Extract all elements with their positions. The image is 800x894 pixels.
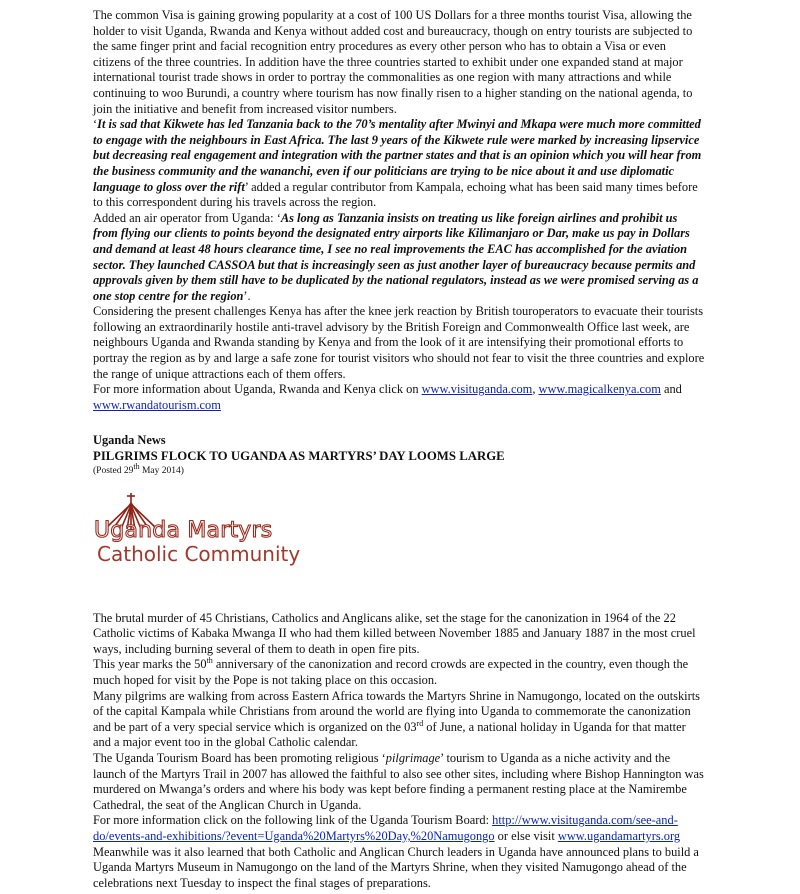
article2-paragraph-tourism-board [93, 751, 705, 813]
document-page [93, 8, 705, 891]
article1-paragraph-kenya: Considering the present challenges Kenya has after the knee jerk reaction by British touroperators to evacuate their tourists following an extraordinarily hostile anti-travel advisory by the British Foreign and Commonwealth Office last week, are neighbours Uganda and Rwanda standing by Kenya and from the look of it are intensifying their promotional efforts to portray the region as by and large a safe zone for tourist visitors who should not fear to visit the three countries and explore the range of unique attractions each of them offers. [93, 304, 705, 381]
air-operator-quote-text: As long as Tanzania insists on treating us like foreign airlines and prohibit us from flying our clients to points beyond the designated entry airports like Kilimanjaro or Dar, make us pay in Dollars and demand at least 48 hours clearance time, I see no real improvements the EAC has accomplished for the aviation sector. They launched CASSOA but that is increasingly seen as just another layer of bureaucracy because permits and approvals given by them still have to be duplicated by the national regulators, instead as we were promised serving as a one stop centre for the region [93, 210, 699, 303]
link-magicalkenya[interactable]: www.magicalkenya.com [538, 382, 661, 397]
link-separator: , [532, 382, 539, 397]
tourism-text-pre: The Uganda Tourism Board has been promoting religious ‘ [93, 750, 386, 765]
article1-paragraph-visa: The common Visa is gaining growing popularity at a cost of 100 US Dollars for a three months tourist Visa, allowing the holder to visit Uganda, Rwanda and Kenya without added cost and bureaucracy, though on entry tourists are subjected to the same finger print and facial recognition entry procedures as every other person who has to obtain a Visa or even citizens of the three countries. In addition have the three countries started to exhibit under one expanded stand at major international tourist trade shows in order to portray the commonalities as one region with many attractions and while continuing to woo Burundi, a country where tourism has now finally risen to a higher standing on the national agenda, to join the initiative and benefit from increased visitor numbers. [93, 8, 693, 116]
pilgrimage-emphasis: pilgrimage [385, 750, 441, 765]
logo-title-line: Uganda Martyrs [94, 517, 273, 543]
uganda-martyrs-logo [93, 491, 705, 579]
link-uganda-martyrs-day-event[interactable]: http://www.visituganda.com/see-and-do/events-and-exhibitions/?event=Uganda%20Martyrs%20Day,%20Namugongo [93, 813, 678, 843]
article2-posted-date [93, 461, 705, 477]
link-ugandamartyrs[interactable]: www.ugandamartyrs.org [557, 828, 681, 843]
pilgrims-text-pre: Many pilgrims are walking from across Eastern Africa towards the Martyrs Shrine in Namugongo, located on the outskirts of the capital Kampala while Christians from around the world are flying into Uganda to commemorate the canonization and be part of a very special service which is organized on the 03 [93, 688, 701, 734]
link-separator-and: and [660, 382, 682, 397]
tourism-text-post: ’ tourism to Uganda as a niche activity and the launch of the Martyrs Trail in 2007 has allowed the faithful to also see other sites, including where Bishop Hannington was murdered on Mwanga’s orders and where his body was kept before finding a permanent resting place at the Namirembe Cathedral, the seat of the Anglican Church in Uganda. [93, 750, 704, 812]
more-info-text: For more information click on the following link of the Uganda Tourism Board: [93, 813, 493, 828]
kampala-quote-text: It is sad that Kikwete has led Tanzania back to the 70’s mentality after Mwinyi and Mkapa were much more committed to engage with the neighbours in East Africa. The last 9 years of the Kikwete rule were marked by increasing lipservice but decreasing real engagement and integration with the partner states and that is an opinion which you will hear from the business community and the wananchi, even if our politicians are trying to be nice about it and use diplomatic language to gloss over the rift [93, 117, 702, 194]
posted-date-prefix: (Posted 29 [93, 465, 134, 476]
article2-paragraph-pilgrims [93, 689, 705, 751]
kampala-quote-attribution: ’ added a regular contributor from Kampala, echoing what has been said many times before to this correspondent during his travels across the region. [93, 179, 698, 210]
anniversary-ordinal: th [206, 656, 213, 666]
posted-date-suffix: th [133, 461, 140, 471]
article1-more-info [93, 382, 705, 413]
link-rwandatourism[interactable]: www.rwandatourism.com [93, 397, 221, 412]
article2-paragraph-museum: Meanwhile was it also learned that both Catholic and Anglican Church leaders in Uganda have announced plans to build a Uganda Martyrs Museum in Namugongo on the land of the Martyrs Shrine, when they visited Namugongo ahead of the celebrations next Tuesday to inspect the final stages of preparations. [93, 844, 699, 890]
logo-subtitle-line: Catholic Community [97, 541, 301, 566]
air-operator-quote-close: ’. [243, 288, 251, 303]
posted-date-rest: May 2014) [139, 465, 184, 476]
section-gap [93, 413, 705, 433]
article2-paragraph-anniversary [93, 657, 705, 688]
pilgrims-text-post: of June, a national holiday in Uganda for that matter and a major event too in the global Catholic calendar. [93, 719, 686, 750]
article1-quote-air-operator [93, 211, 705, 305]
pilgrims-ordinal: rd [416, 718, 424, 728]
article2-more-info [93, 813, 705, 844]
section-label-uganda-news: Uganda News [93, 433, 166, 448]
anniversary-text-post: anniversary of the canonization and record crowds are expected in the country, even though the much hoped for visit by the Pope is not taking place on this occasion. [93, 657, 689, 687]
article2-paragraph-murder: The brutal murder of 45 Christians, Catholics and Anglicans alike, set the stage for the canonization in 1964 of the 22 Catholic victims of Kabaka Mwanga II who had them killed between November 1885 and January 1887 in the most cruel ways, including burning several of them to death in open fire pits. [93, 610, 696, 656]
quote-open-mark: ‘ [93, 117, 98, 132]
anniversary-text-pre: This year marks the 50 [93, 657, 207, 672]
article1-quote-kampala [93, 117, 705, 211]
article2-headline: PILGRIMS FLOCK TO UGANDA AS MARTYRS’ DAY LOOMS LARGE [93, 449, 505, 464]
link-visituganda[interactable]: www.visituganda.com [421, 382, 533, 397]
more-info-lead: For more information about Uganda, Rwanda and Kenya click on [93, 382, 422, 397]
air-operator-lead: Added an air operator from Uganda: ‘ [93, 210, 281, 225]
more-info-or: or else visit [494, 828, 558, 843]
